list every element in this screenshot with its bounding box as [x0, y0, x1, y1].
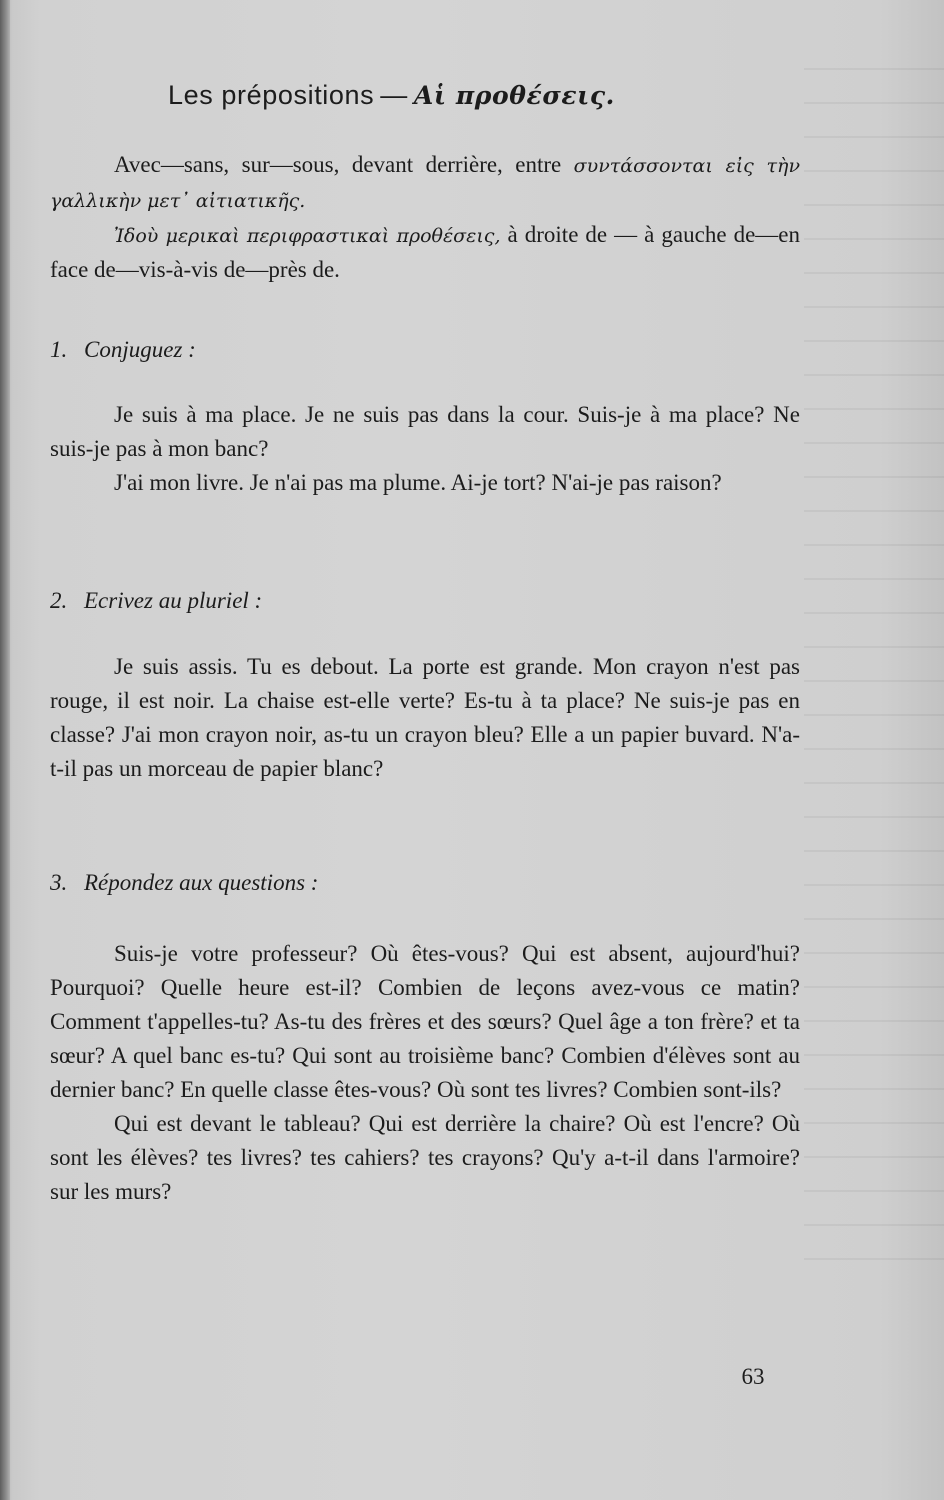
intro-p2-french: à droite de — à gauche de—en face de—vis-à-vis de—près de. [50, 222, 800, 282]
intro-p2-greek: Ἰδοὺ μερικαὶ περιφραστικαὶ προθέσεις, [114, 225, 501, 247]
exercise-3-body [50, 937, 800, 1209]
exercise-2-body [50, 650, 800, 786]
exercise-1-body [50, 398, 800, 500]
exercise-1-paragraph: J'ai mon livre. Je n'ai pas ma plume. Ai-je tort? N'ai-je pas raison? [114, 470, 722, 495]
intro-paragraph-2 [50, 218, 800, 287]
exercise-2-paragraph: Je suis assis. Tu es debout. La porte est grande. Mon crayon n'est pas rouge, il est noir. La chaise est-elle verte? Es-tu à ta place? Ne suis-je pas en classe? J'ai mon crayon noir, as-tu un crayon bleu? Elle a un papier buvard. N'a-t-il pas un morceau de papier blanc? [50, 654, 800, 781]
exercise-3-number: 3. [50, 870, 68, 895]
page-title [168, 80, 728, 111]
page-number: 63 [741, 1364, 765, 1389]
exercise-2-label: Ecrivez au pluriel : [84, 588, 263, 613]
exercise-3-title [50, 870, 318, 896]
book-spine [0, 0, 10, 1500]
exercise-2-title [50, 588, 262, 614]
title-french: Les prépositions [168, 80, 375, 110]
exercise-3-paragraph: Suis-je votre professeur? Où êtes-vous? Qui est absent, aujourd'hui? Pourquoi? Quelle heure est-il? Combien de leçons avez-vous ce matin? Comment t'appelles-tu? As-tu des frères et des sœurs? Quel âge a ton frère? et ta sœur? A quel banc es-tu? Qui sont au troisième banc? Combien d'élèves sont au dernier banc? En quelle classe êtes-vous? Où sont tes livres? Combien sont-ils? [50, 941, 800, 1102]
show-through-texture [804, 60, 944, 1260]
exercise-3-label: Répondez aux questions : [84, 870, 319, 895]
title-greek: Αἱ προθέσεις. [413, 81, 615, 110]
intro-paragraph-1 [50, 148, 800, 218]
intro-section [50, 148, 800, 287]
exercise-3-paragraph: Qui est devant le tableau? Qui est derrière la chaire? Où est l'encre? Où sont les élèves? tes livres? tes cahiers? tes crayons? Qu'y a-t-il dans l'armoire? sur les murs? [50, 1111, 800, 1204]
title-dash: — [380, 80, 408, 110]
exercise-1-number: 1. [50, 337, 68, 362]
exercise-1-title [50, 337, 196, 363]
intro-p1-french: Avec—sans, sur—sous, devant derrière, entre [114, 152, 562, 177]
exercise-1-paragraph: Je suis à ma place. Je ne suis pas dans la cour. Suis-je à ma place? Ne suis-je pas à mon banc? [50, 402, 800, 461]
exercise-2-number: 2. [50, 588, 68, 613]
intro-p1-greek: συντάσσονται εἰς τὴν γαλλικὴν μετ᾽ αἰτιατικῆς. [50, 155, 800, 212]
exercise-1-label: Conjuguez : [84, 337, 196, 362]
